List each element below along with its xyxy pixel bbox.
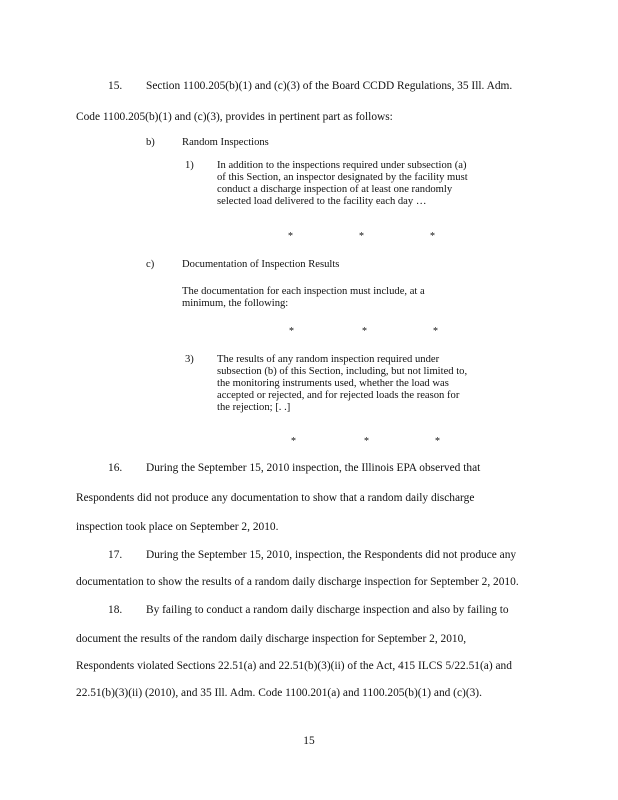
ellipsis-star: * (291, 436, 296, 447)
paragraph-17-line-1: During the September 15, 2010, inspection, the Respondents did not produce any (146, 549, 517, 561)
quote-c-intro-line-2: minimum, the following: (182, 298, 289, 309)
ellipsis-star: * (288, 231, 293, 242)
ellipsis-star: * (362, 326, 367, 337)
paragraph-18-line-2: document the results of the random daily discharge inspection for September 2, 2010, (76, 633, 467, 645)
paragraph-15-number: 15. (108, 80, 123, 92)
quote-c-item-3-line-5: the rejection; [. .] (217, 402, 291, 413)
quote-c-item-3-line-4: accepted or rejected, and for rejected loads the reason for (217, 390, 460, 401)
ellipsis-star: * (289, 326, 294, 337)
quote-b-item-1-label: 1) (185, 160, 194, 171)
paragraph-16-line-3: inspection took place on September 2, 2010. (76, 521, 279, 533)
ellipsis-star: * (430, 231, 435, 242)
quote-b-item-1-line-2: of this Section, an inspector designated by the facility must (217, 172, 468, 183)
quote-c-intro-line-1: The documentation for each inspection must include, at a (182, 286, 425, 297)
paragraph-15-line-1: Section 1100.205(b)(1) and (c)(3) of the Board CCDD Regulations, 35 Ill. Adm. (146, 80, 513, 92)
paragraph-16-number: 16. (108, 462, 123, 474)
ellipsis-star: * (433, 326, 438, 337)
quote-b-item-1-line-4: selected load delivered to the facility each day … (217, 196, 427, 207)
quote-c-item-3-line-3: the monitoring instruments used, whether the load was (217, 378, 449, 389)
paragraph-17-number: 17. (108, 549, 123, 561)
quote-c-item-3-line-1: The results of any random inspection required under (217, 354, 440, 365)
ellipsis-star: * (364, 436, 369, 447)
quote-c-heading: Documentation of Inspection Results (182, 259, 340, 270)
quote-c-item-3-label: 3) (185, 354, 194, 365)
quote-b-item-1-line-1: In addition to the inspections required under subsection (a) (217, 160, 467, 171)
ellipsis-star: * (359, 231, 364, 242)
paragraph-16-line-2: Respondents did not produce any documentation to show that a random daily discharge (76, 492, 475, 504)
paragraph-18-line-4: 22.51(b)(3)(ii) (2010), and 35 Ill. Adm. Code 1100.201(a) and 1100.205(b)(1) and (c)(3). (76, 687, 482, 699)
ellipsis-star: * (435, 436, 440, 447)
page-number: 15 (303, 735, 315, 747)
paragraph-18-line-1: By failing to conduct a random daily discharge inspection and also by failing to (146, 604, 509, 616)
paragraph-16-line-1: During the September 15, 2010 inspection, the Illinois EPA observed that (146, 462, 481, 474)
quote-b-item-1-line-3: conduct a discharge inspection of at least one randomly (217, 184, 453, 195)
paragraph-17-line-2: documentation to show the results of a random daily discharge inspection for September 2, 2010. (76, 576, 519, 588)
quote-b-heading: Random Inspections (182, 137, 269, 148)
quote-c-label: c) (146, 259, 155, 270)
paragraph-18-number: 18. (108, 604, 123, 616)
quote-c-item-3-line-2: subsection (b) of this Section, including, but not limited to, (217, 366, 468, 377)
quote-b-label: b) (146, 137, 155, 148)
paragraph-18-line-3: Respondents violated Sections 22.51(a) and 22.51(b)(3)(ii) of the Act, 415 ILCS 5/22.51(a) and (76, 660, 512, 672)
paragraph-15-line-2: Code 1100.205(b)(1) and (c)(3), provides in pertinent part as follows: (76, 111, 393, 123)
